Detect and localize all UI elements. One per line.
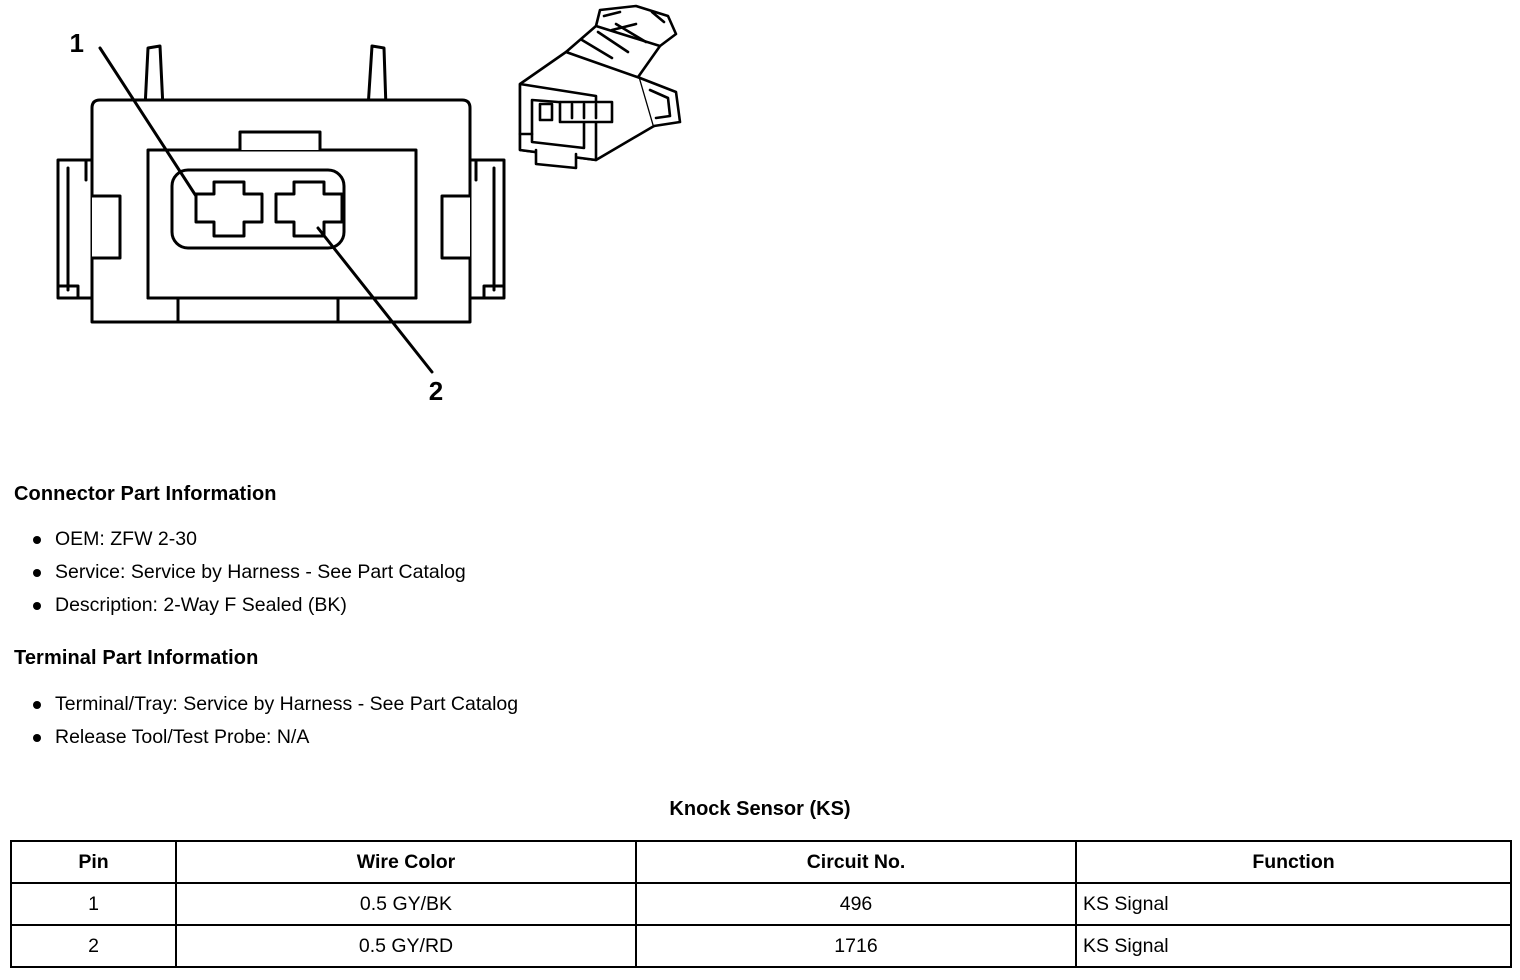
table-row [11, 883, 1511, 925]
list-item: OEM: ZFW 2-30 [25, 523, 466, 556]
connector-diagram-svg [0, 0, 1520, 450]
column-header-function: Function [1076, 841, 1511, 883]
column-header-circuit-no: Circuit No. [636, 841, 1076, 883]
cell-circuit-no: 1716 [636, 925, 1076, 967]
terminal-part-information-title: Terminal Part Information [14, 647, 259, 669]
table-header-row [11, 841, 1511, 883]
column-header-pin: Pin [11, 841, 176, 883]
connector-assembly-side-view [520, 6, 680, 168]
cell-pin: 2 [11, 925, 176, 967]
cell-circuit-no: 496 [636, 883, 1076, 925]
list-item: Release Tool/Test Probe: N/A [25, 721, 518, 754]
list-item: Service: Service by Harness - See Part Catalog [25, 556, 466, 589]
cell-wire-color: 0.5 GY/RD [176, 925, 636, 967]
cell-function: KS Signal [1076, 883, 1511, 925]
cell-pin: 1 [11, 883, 176, 925]
list-item: Terminal/Tray: Service by Harness - See Part Catalog [25, 688, 518, 721]
pin-table [10, 840, 1512, 968]
callout-label-1: 1 [69, 28, 84, 58]
connector-part-information-title: Connector Part Information [14, 483, 277, 505]
cell-wire-color: 0.5 GY/BK [176, 883, 636, 925]
cell-function: KS Signal [1076, 925, 1511, 967]
list-item: Description: 2-Way F Sealed (BK) [25, 589, 466, 622]
column-header-wire-color: Wire Color [176, 841, 636, 883]
table-row [11, 925, 1511, 967]
callout-label-2: 2 [428, 376, 444, 406]
connector-diagram [0, 0, 1520, 450]
pin-table-caption: Knock Sensor (KS) [669, 798, 851, 820]
connector-part-information-list [25, 523, 466, 622]
terminal-part-information-list [25, 688, 518, 754]
